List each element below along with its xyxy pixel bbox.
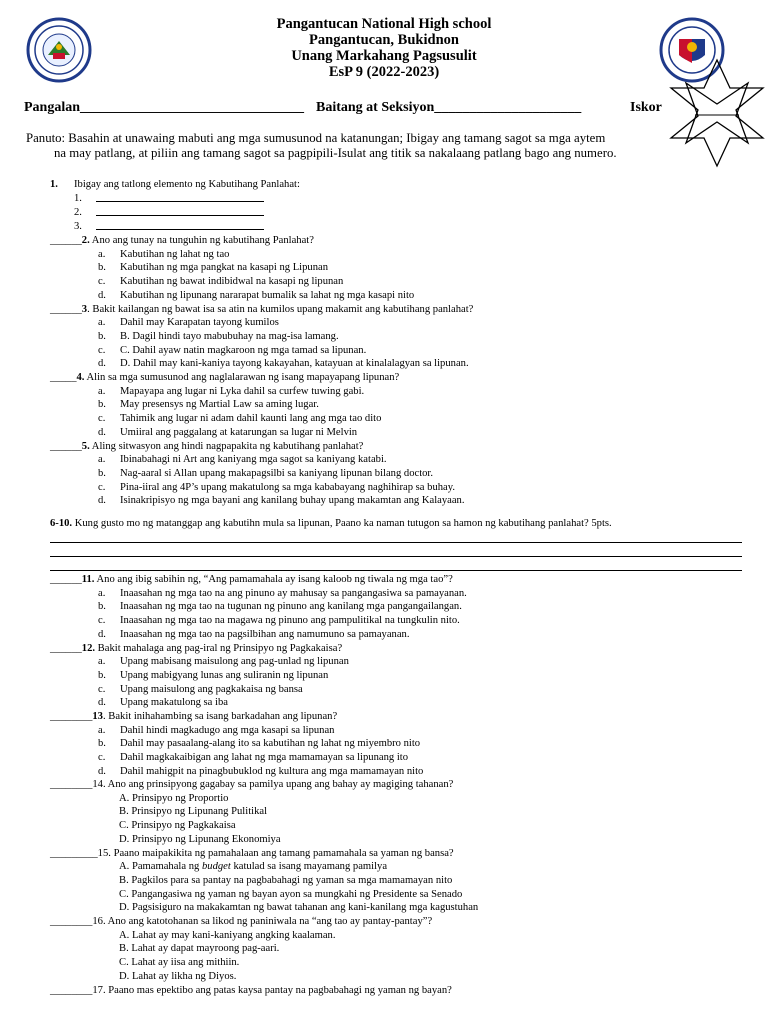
- question-item3: [50, 984, 452, 998]
- answer-option: [98, 275, 344, 289]
- answer-option: [98, 696, 228, 710]
- question-item2: [50, 915, 432, 929]
- option-letter: a.: [98, 317, 106, 329]
- option-letter: c.: [98, 683, 106, 695]
- answer-option: [98, 614, 460, 628]
- answer-option: C. Prinsipyo ng Pagkakaisa: [119, 820, 236, 832]
- score-label: Iskor: [630, 100, 662, 115]
- question-text: Aling sitwasyon ang hindi nagpapakita ng kabutihang panlahat?: [89, 440, 364, 452]
- option-letter: a.: [98, 454, 106, 466]
- question-text: 14. Ano ang prinsipyong gagabay sa pamilya upang ang bahay ay magiging tahanan?: [92, 779, 454, 790]
- option-text: Nag-aaral si Allan upang makapagsilbi sa kaniyang lipunan bilang doctor.: [120, 467, 434, 479]
- answer-option: [98, 357, 469, 371]
- option-letter: d.: [98, 765, 106, 777]
- option-text: Isinakripisyo ng mga bayani ang kanilang buhay upang makamtan ang Kalayaan.: [120, 495, 465, 507]
- q1-blank-3[interactable]: 3.: [74, 220, 82, 234]
- option-text: Inaasahan ng mga tao na ang pinuno ay mahusay sa pangangasiwa sa pamayanan.: [120, 587, 467, 599]
- question-text: . Bakit kailangan ng bawat isa sa atin na kumilos upang makamit ang kabutihang panlahat?: [87, 303, 474, 315]
- option-text: Umiiral ang paggalang at katarungan sa lugar ni Melvin: [120, 426, 358, 438]
- option-text: Dahil mahigpit na pinagbubuklod ng kultura ang mga mamamayan nito: [120, 765, 424, 777]
- option-text: Dahil magkakaibigan ang lahat ng mga mamamayan sa lipunang ito: [120, 752, 409, 764]
- answer-option: [98, 724, 335, 738]
- question-item0: [50, 778, 453, 792]
- option-text: Kabutihan ng lipunang nararapat bumalik sa lahat ng mga kasapi nito: [120, 289, 415, 301]
- option-letter: b.: [98, 669, 106, 681]
- answer-option: [98, 481, 455, 495]
- answer-option: [98, 385, 365, 399]
- option-text: C. Dahil ayaw natin magkaroon ng mga tamad sa lipunan.: [120, 344, 367, 356]
- answer-option: [98, 398, 319, 412]
- option-letter: c.: [98, 615, 106, 627]
- option-letter: c.: [98, 276, 106, 288]
- answer-option: [98, 453, 387, 467]
- option-text: Dahil may pasaalang-alang ito sa kabutihan ng lahat ng miyembro nito: [120, 738, 421, 750]
- answer-option: [98, 248, 230, 262]
- answer-blank[interactable]: _________: [50, 847, 98, 859]
- question-number: 13: [92, 711, 103, 722]
- option-text: Inaasahan ng mga tao na tugunan ng pinuno ang kanilang mga pangangailangan.: [120, 601, 462, 613]
- essay-line-1[interactable]: [50, 542, 742, 543]
- option-letter: d.: [98, 495, 106, 507]
- answer-option: B. Pagkilos para sa pantay na pagbabahagi ng yaman sa mga mamamayan nito: [119, 874, 453, 886]
- answer-option: [98, 316, 279, 330]
- answer-blank[interactable]: _____: [50, 372, 77, 383]
- question-13: [50, 710, 337, 724]
- answer-blank[interactable]: ________: [50, 711, 93, 722]
- question-text: 16. Ano ang katotohanan sa likod ng paniniwala na “ang tao ay pantay-pantay”?: [92, 916, 433, 927]
- option-text: Inaasahan ng mga tao na magawa ng pinuno ang pampulitikal na tungkulin nito.: [120, 615, 460, 627]
- answer-option: [98, 669, 329, 683]
- answer-option: [98, 655, 349, 669]
- question-item1: [50, 847, 454, 861]
- instructions-line-1: Panuto: Basahin at unawaing mabuti ang mga sumusunod na katanungan; Ibigay ang tamang sagot sa mga aytem: [26, 131, 606, 145]
- option-letter: c.: [98, 752, 106, 764]
- option-text: Upang makatulong sa iba: [120, 697, 228, 709]
- school-location: Pangantucan, Bukidnon: [309, 32, 459, 48]
- option-text: Inaasahan ng mga tao na pagsilbihan ang namumuno sa pamayanan.: [120, 628, 410, 640]
- answer-option: C. Lahat ay iisa ang mithiin.: [119, 957, 240, 969]
- question-11: [50, 573, 453, 587]
- essay-line-3[interactable]: [50, 570, 742, 571]
- answer-option: [98, 600, 462, 614]
- answer-option: [98, 467, 434, 481]
- option-letter: b.: [98, 738, 106, 750]
- question-number: 3: [81, 303, 88, 315]
- option-text: D. Dahil may kani-kaniya tayong kakayahan, katayuan at kinalalagyan sa lipunan.: [120, 358, 469, 370]
- question-4: [50, 371, 399, 385]
- option-letter: d.: [98, 697, 106, 709]
- answer-option: [98, 330, 339, 344]
- q1-blank-2[interactable]: 2.: [74, 206, 82, 220]
- option-text: Upang mabisang maisulong ang pag-unlad ng lipunan: [120, 656, 349, 668]
- document-header: [0, 16, 768, 80]
- option-letter: c.: [98, 481, 106, 493]
- question-number: 12.: [81, 642, 96, 654]
- option-letter: d.: [98, 289, 106, 301]
- answer-option: [98, 628, 410, 642]
- option-text: Kabutihan ng bawat indibidwal na kasapi ng lipunan: [120, 276, 344, 288]
- answer-blank[interactable]: ______: [50, 574, 82, 585]
- option-letter: b.: [98, 467, 106, 479]
- school-name: Pangantucan National High school: [276, 16, 492, 32]
- answer-option: [98, 683, 303, 697]
- question-number: 4.: [76, 372, 85, 383]
- option-letter: d.: [98, 358, 106, 370]
- question-text: 17. Paano mas epektibo ang patas kaysa pantay na pagbabahagi ng yaman ng bayan?: [92, 984, 452, 996]
- answer-option: D. Lahat ay likha ng Diyos.: [119, 970, 237, 982]
- option-letter: a.: [98, 724, 106, 736]
- option-text: Dahil may Karapatan tayong kumilos: [120, 317, 279, 329]
- option-letter: d.: [98, 628, 106, 640]
- answer-blank[interactable]: ________: [50, 916, 93, 927]
- answer-option: A. Lahat ay may kani-kaniyang angking kaalaman.: [119, 929, 336, 941]
- answer-option: A. Prinsipyo ng Proportio: [119, 792, 229, 804]
- answer-option: B. Lahat ay dapat mayroong pag-aari.: [119, 943, 280, 955]
- answer-option: [98, 737, 421, 751]
- essay-line-2[interactable]: [50, 556, 742, 557]
- question-number: 2.: [81, 235, 90, 246]
- question-2: [50, 234, 314, 248]
- question-text: Alin sa mga sumusunod ang naglalarawan ng isang mapayapang lipunan?: [84, 372, 400, 383]
- option-letter: b.: [98, 601, 106, 613]
- question-3: [50, 303, 473, 317]
- answer-option: [98, 751, 409, 765]
- answer-blank[interactable]: ________: [50, 984, 93, 996]
- answer-option: [98, 765, 424, 779]
- option-text: May presensys ng Martial Law sa aming lugar.: [120, 399, 319, 411]
- question-number: 11.: [81, 574, 95, 585]
- question-text: Ano ang ibig sabihin ng, “Ang pamamahala ay isang kaloob ng tiwala ng mga tao”?: [94, 574, 453, 585]
- option-letter: a.: [98, 656, 106, 668]
- question-number: 5.: [81, 440, 90, 452]
- answer-blank[interactable]: ______: [50, 235, 82, 246]
- option-text: Kabutihan ng mga pangkat na kasapi ng Lipunan: [120, 262, 328, 274]
- answer-option: [98, 289, 415, 303]
- option-letter: c.: [98, 344, 106, 356]
- answer-blank[interactable]: ______: [50, 440, 82, 452]
- answer-option: [98, 412, 382, 426]
- question-1: 1. Ibigay ang tatlong elemento ng Kabutihang Panlahat:: [50, 179, 300, 190]
- option-text: Upang mabigyang lunas ang suliranin ng lipunan: [120, 669, 329, 681]
- option-letter: b.: [98, 330, 106, 342]
- option-text: Dahil hindi magkadugo ang mga kasapi sa lipunan: [120, 724, 335, 736]
- question-text: Bakit mahalaga ang pag-iral ng Prinsipyo ng Pagkakaisa?: [95, 642, 343, 654]
- question-12: [50, 642, 342, 656]
- option-letter: a.: [98, 385, 106, 397]
- question-text: . Bakit inihahambing sa isang barkadahan ang lipunan?: [102, 711, 338, 722]
- answer-option: D. Prinsipyo ng Lipunang Ekonomiya: [119, 833, 281, 845]
- name-field[interactable]: Pangalan________________________________: [24, 100, 305, 115]
- question-6-10: 6-10. Kung gusto mo ng matanggap ang kabutihn mula sa lipunan, Paano ka naman tutugon sa hamon ng kabutihang panlahat? 5pts.: [50, 518, 612, 529]
- answer-blank[interactable]: ______: [50, 642, 82, 654]
- answer-option: D. Pagsisiguro na makakamtan ng bawat tahanan ang kani-kanilang mga kagustuhan: [119, 902, 479, 914]
- option-text: Kabutihan ng lahat ng tao: [120, 248, 230, 260]
- answer-blank[interactable]: ________: [50, 779, 93, 790]
- answer-option: B. Prinsipyo ng Lipunang Pulitikal: [119, 806, 268, 818]
- question-5: [50, 440, 363, 454]
- answer-blank[interactable]: ______: [50, 303, 82, 315]
- answer-option: A. Pamamahala ng budget katulad sa isang mayamang pamilya: [119, 861, 388, 873]
- answer-option: [98, 344, 367, 358]
- option-letter: a.: [98, 587, 106, 599]
- answer-option: [98, 587, 467, 601]
- answer-option: [98, 261, 328, 275]
- option-text: Mapayapa ang lugar ni Lyka dahil sa curfew tuwing gabi.: [120, 385, 365, 397]
- answer-option: [98, 426, 358, 440]
- option-text: Pina-iiral ang 4P’s upang makatulong sa mga kababayang naghihirap sa buhay.: [120, 481, 455, 493]
- option-letter: c.: [98, 413, 106, 425]
- option-text: Tahimik ang lugar ni adam dahil kaunti lang ang mga tao dito: [120, 413, 382, 425]
- option-text: B. Dagil hindi tayo mabubuhay na mag-isa lamang.: [120, 330, 339, 342]
- option-text: Ibinabahagi ni Art ang kaniyang mga sagot sa kaniyang katabi.: [120, 454, 387, 466]
- option-letter: b.: [98, 399, 106, 411]
- instructions-line-2: na may patlang, at piliin ang tamang sagot sa pagpipili-Isulat ang titik sa nakalaang patlang bago ang numero.: [54, 146, 617, 160]
- answer-option: C. Pangangasiwa ng yaman ng bayan ayon sa mungkahi ng Presidente sa Senado: [119, 888, 463, 900]
- question-text: 15. Paano maipakikita ng pamahalaan ang tamang pamamahala sa yaman ng bansa?: [97, 847, 454, 859]
- option-letter: d.: [98, 426, 106, 438]
- grade-section-field[interactable]: Baitang at Seksiyon_____________________: [316, 100, 582, 115]
- option-letter: a.: [98, 248, 106, 260]
- option-letter: b.: [98, 262, 106, 274]
- answer-option: [98, 494, 465, 508]
- exam-title: Unang Markahang Pagsusulit: [291, 48, 477, 64]
- question-text: Ano ang tunay na tunguhin ng kabutihang Panlahat?: [89, 235, 314, 246]
- option-text: Upang maisulong ang pagkakaisa ng bansa: [120, 683, 303, 695]
- instructions: [26, 131, 726, 161]
- subject-title: EsP 9 (2022-2023): [328, 64, 440, 80]
- q1-blank-1[interactable]: 1.: [74, 192, 82, 206]
